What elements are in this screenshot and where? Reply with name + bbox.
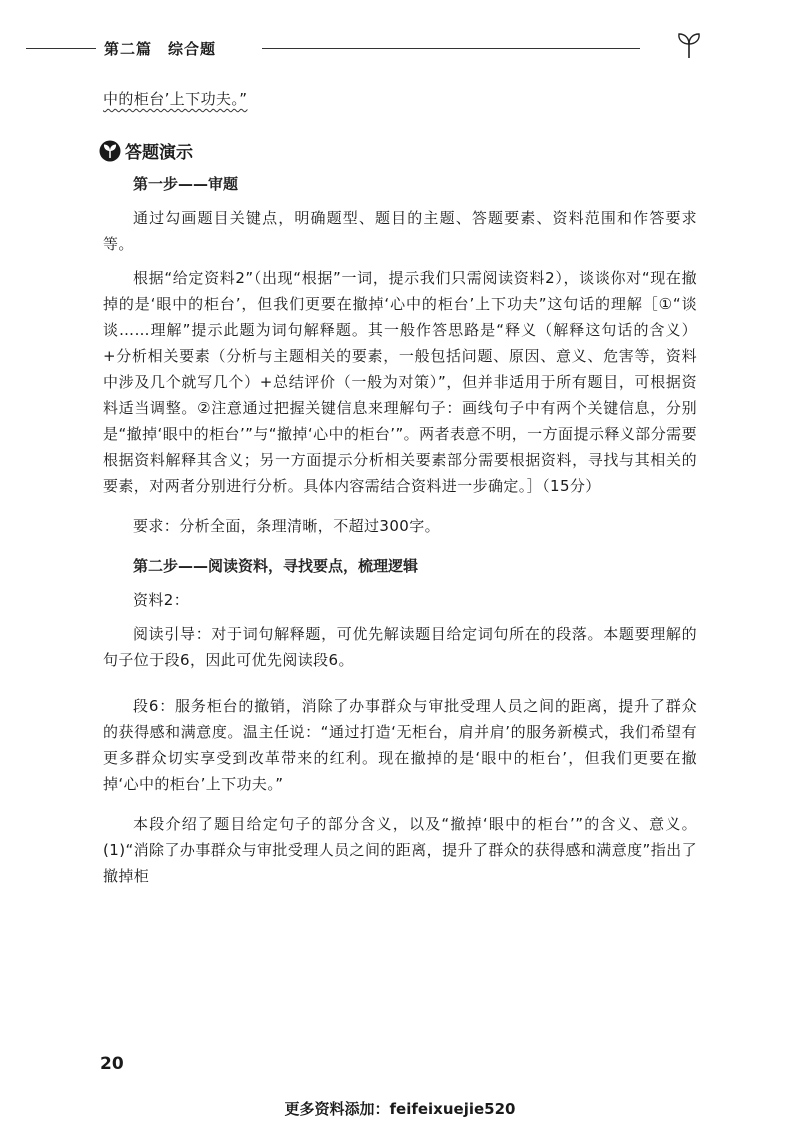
step1-title: 第一步——审题 [133, 175, 239, 193]
section-heading [99, 138, 697, 163]
step2-title: 第二步——阅读资料，寻找要点，梳理逻辑 [133, 557, 419, 575]
step1-paragraph-2: 根据“给定资料2”（出现“根据”一词，提示我们只需阅读资料2），谈谈你对“现在撤掉的是‘眼中的柜台’，但我们更要在撤掉‘心中的柜台’上下功夫”这句话的理解［①“谈谈……理解”提示此题为词句解释题。其一般作答思路是“释义（解释这句话的含义）+分析相关要素（分析与主题相关的要素，一般包括问题、原因、意义、危害等，资料中涉及几个就写几个）+总结评价（一般为对策）”，但并非适用于所有题目，可根据资料适当调整。②注意通过把握关键信息来理解句子：画线句子中有两个关键信息，分别是“撤掉‘眼中的柜台’”与“撤掉‘心中的柜台’”。两者表意不明，一方面提示释义部分需要根据资料解释其含义；另一方面提示分析相关要素部分需要根据资料，寻找与其相关的要素，对两者分别进行分析。具体内容需结合资料进一步确定。］（15分） [103, 269, 697, 495]
step1-paragraph-1: 通过勾画题目关键点，明确题型、题目的主题、答题要素、资料范围和作答要求等。 [103, 209, 697, 253]
analysis-paragraph: 本段介绍了题目给定句子的部分含义，以及“撤掉‘眼中的柜台’”的含义、意义。(1)“消除了办事群众与审批受理人员之间的距离，提升了群众的获得感和满意度”指出了撤掉柜 [103, 815, 697, 885]
header-rule-right [262, 48, 640, 49]
header-rule-left [26, 48, 96, 49]
section-title: 答题演示 [125, 143, 193, 163]
page-content [103, 86, 697, 889]
leaf-badge-icon [99, 140, 121, 162]
footer-note: 更多资料添加：feifeixuejie520 [284, 1100, 516, 1118]
page-number: 20 [100, 1054, 124, 1074]
running-header [0, 36, 800, 60]
header-section-title: 第二篇 综合题 [104, 40, 217, 58]
material-paragraph-6: 段6：服务柜台的撤销，消除了办事群众与审批受理人员之间的距离，提升了群众的获得感和满意度。温主任说：“通过打造‘无柜台，肩并肩’的服务新模式，我们希望有更多群众切实享受到改革带来的红利。现在撤掉的是‘眼中的柜台’，但我们更要在撤掉‘心中的柜台’上下功夫。” [103, 697, 697, 793]
reading-guide: 阅读引导：对于词句解释题，可优先解读题目给定词句所在的段落。本题要理解的句子位于段6，因此可优先阅读段6。 [103, 625, 697, 669]
material-label: 资料2： [133, 591, 190, 609]
sprout-icon [674, 30, 704, 60]
requirement-text: 要求：分析全面，条理清晰，不超过300字。 [133, 517, 441, 535]
lead-line: 中的柜台’上下功夫。” [103, 90, 248, 108]
